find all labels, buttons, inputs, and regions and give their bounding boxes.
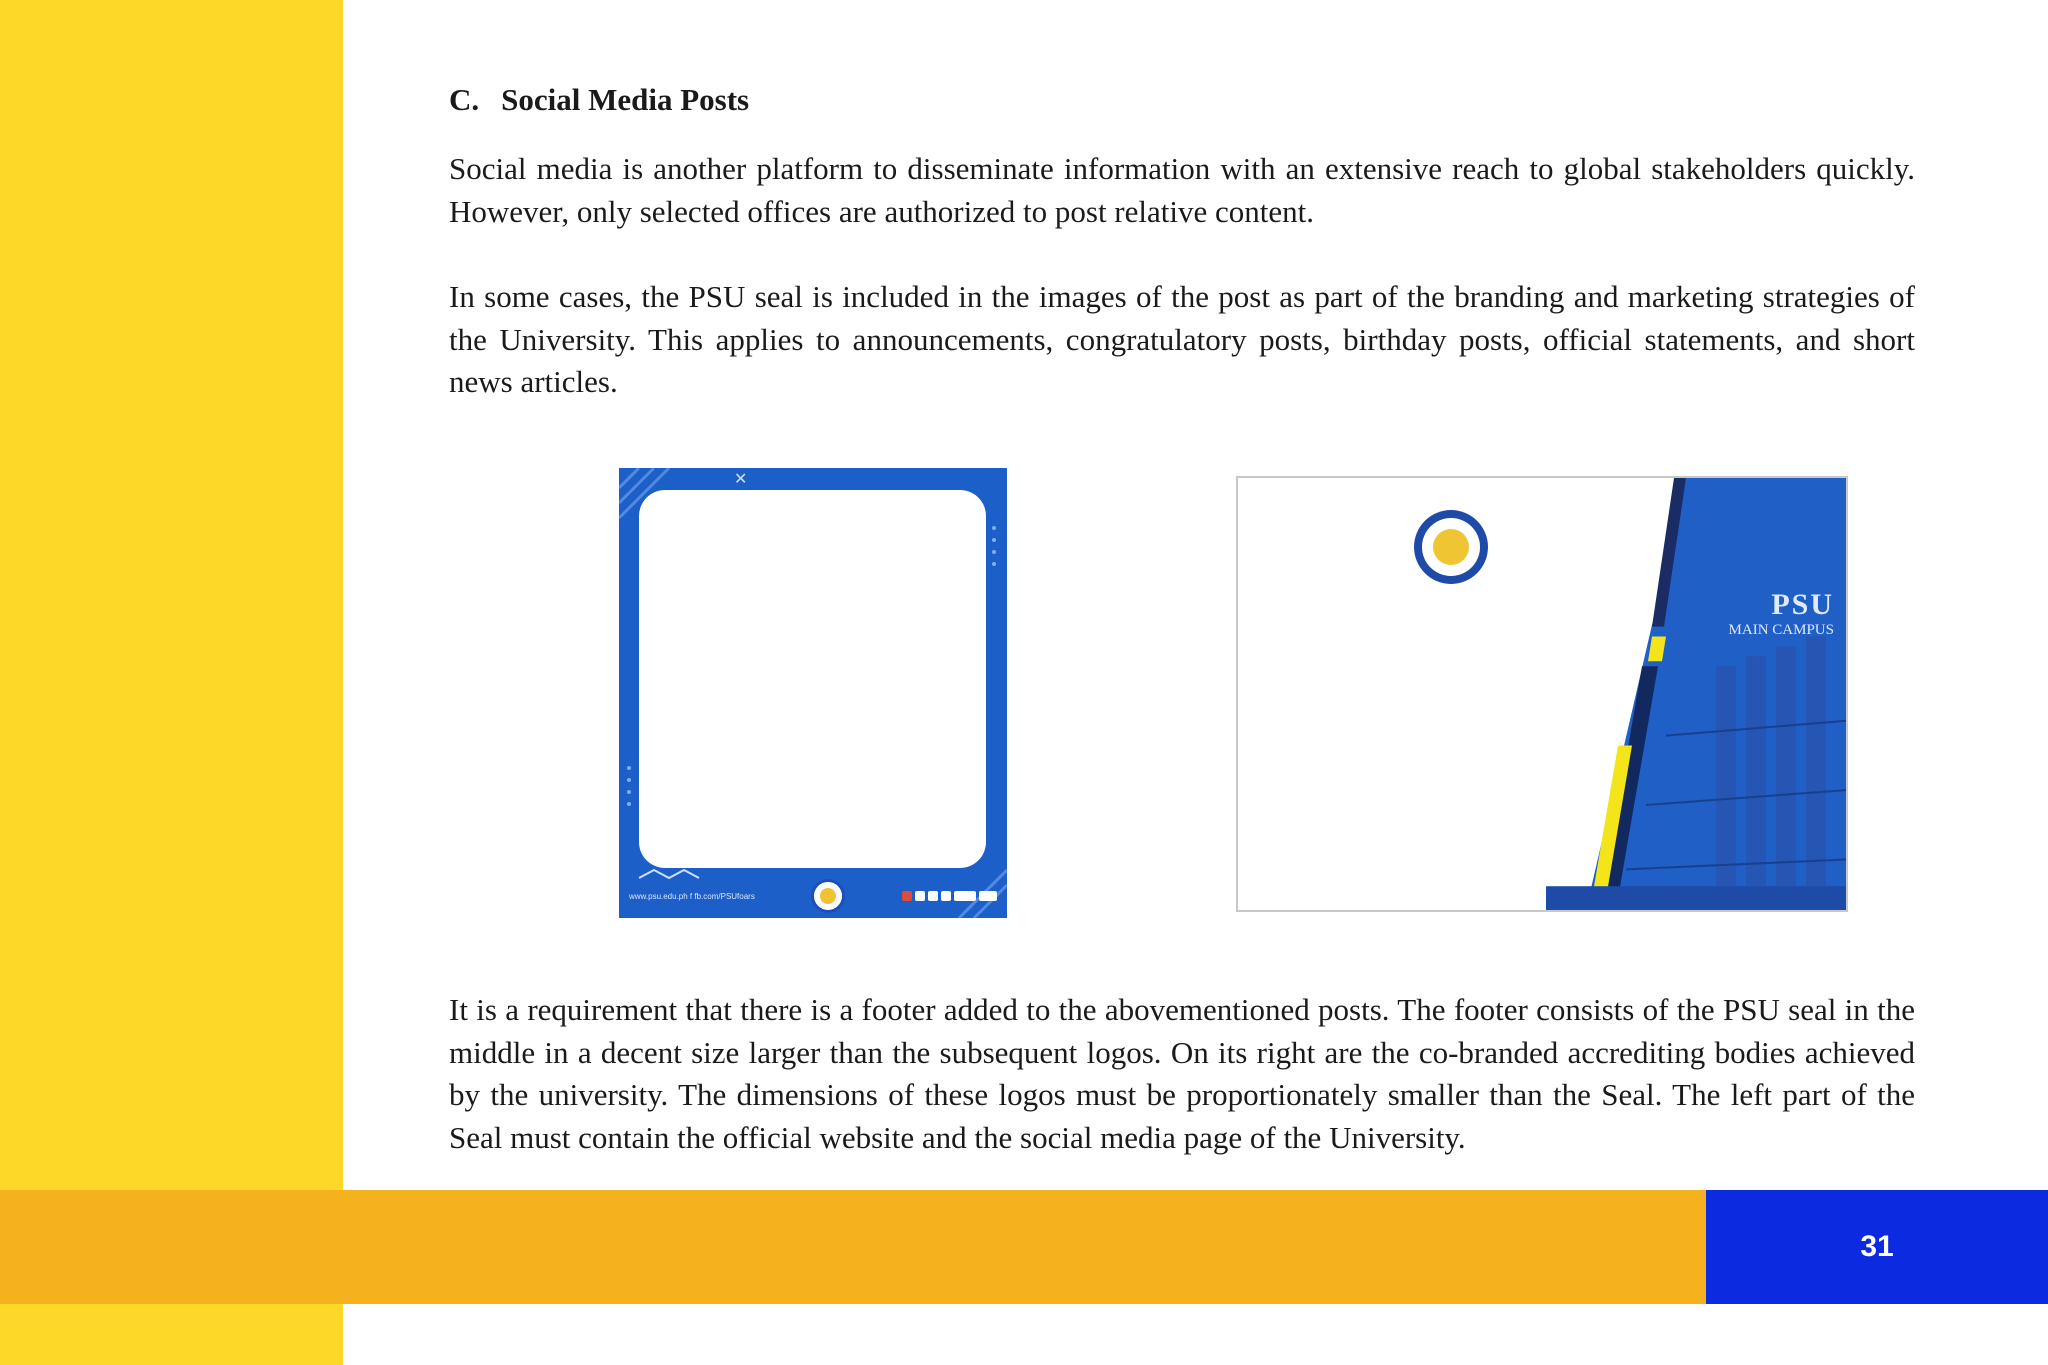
template-footer bbox=[619, 874, 1007, 918]
campus-sign-title: PSU bbox=[1771, 588, 1834, 621]
section-title: Social Media Posts bbox=[501, 82, 750, 117]
paragraph-seal: In some cases, the PSU seal is included in the images of the post as part of the branding and marketing strategies of the University. This applies to announcements, congratulatory posts, birthday posts, official statements, and short news articles. bbox=[449, 279, 1915, 399]
paragraph-footer-requirement: It is a requirement that there is a footer added to the abovementioned posts. The footer consists of the PSU seal in the middle in a decent size larger than the subsequent logos. On its right are the co-branded accrediting bodies achieved by the university. The dimensions of these logos must be proportionately smaller than the Seal. The left part of the Seal must contain the official website and the social media page of the University. bbox=[449, 992, 1915, 1155]
page-number-box bbox=[1706, 1190, 2048, 1304]
campus-sign bbox=[1729, 588, 1834, 639]
accreditation-logos bbox=[902, 891, 997, 901]
footer-band bbox=[0, 1190, 1706, 1304]
campus-sign-subtitle: MAIN CAMPUS bbox=[1728, 622, 1834, 638]
building-graphic bbox=[1546, 478, 1846, 910]
psu-seal-icon bbox=[811, 879, 845, 913]
psu-seal-icon bbox=[1414, 510, 1488, 584]
portrait-post-template bbox=[619, 468, 1007, 918]
svg-text:✕: ✕ bbox=[734, 469, 748, 488]
landscape-post-template bbox=[1236, 476, 1848, 912]
page-content bbox=[449, 82, 1915, 447]
section-heading bbox=[449, 82, 1915, 118]
figure-row bbox=[0, 468, 2048, 918]
section-letter: C. bbox=[449, 82, 480, 117]
paragraph-intro: Social media is another platform to disseminate information with an extensive reach to global stakeholders quickly. However, only selected offices are authorized to post relative content. bbox=[449, 151, 1915, 229]
photo-placeholder bbox=[639, 490, 986, 868]
footer-links: www.psu.edu.ph f fb.com/PSUfoars bbox=[629, 891, 755, 901]
page-number: 31 bbox=[1860, 1230, 1894, 1263]
